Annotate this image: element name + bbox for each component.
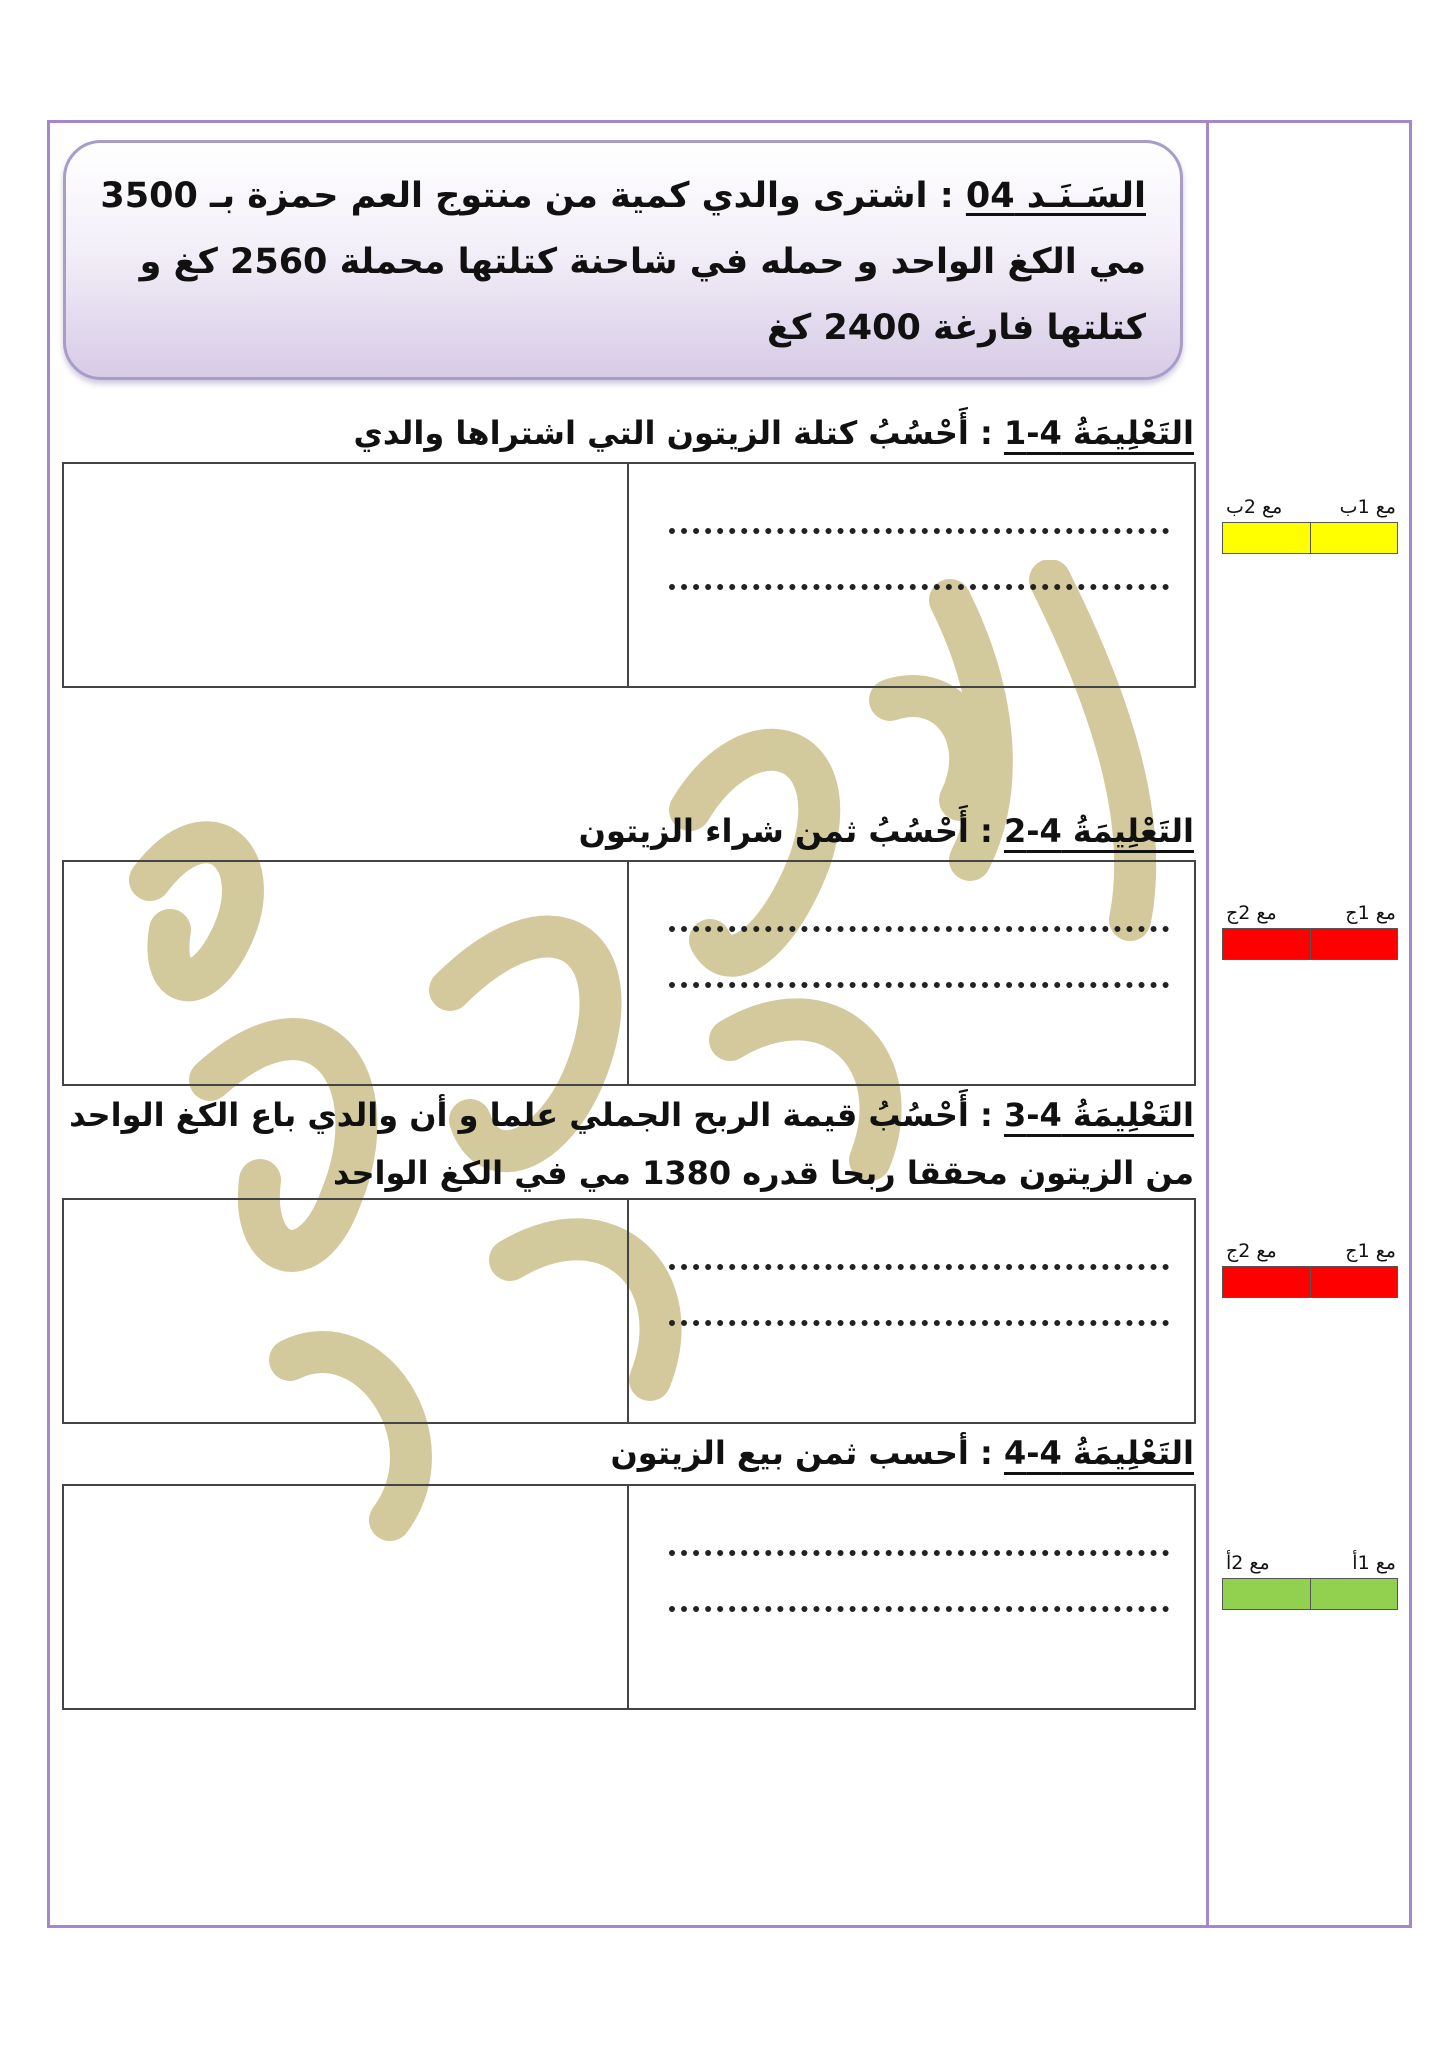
sanad-text: اشترى والدي كمية من منتوج العم حمزة بـ 3500 مي الكغ الواحد و حمله في شاحنة كتلتها محملة 2560 كغ و كتلتها فارغة 2400 كغ [100,176,1146,348]
task-1: التَعْلِيمَةُ 4-1 : أَحْسُبُ كتلة الزيتون التي اشتراها والدي [353,414,1194,452]
task-2-label: التَعْلِيمَةُ 4-2 [1003,812,1194,850]
grade-criteria-4 [1222,1552,1398,1610]
task-3-label: التَعْلِيمَةُ 4-3 [1003,1096,1194,1134]
score-cell[interactable] [1223,523,1311,553]
score-cell[interactable] [1223,1579,1311,1609]
task-4-text: أحسب ثمن بيع الزيتون [610,1434,969,1472]
task-1-answer-box[interactable] [62,462,1196,688]
task-1-label: التَعْلِيمَةُ 4-1 [1003,414,1194,452]
task-2-text: أَحْسُبُ ثمن شراء الزيتون [578,812,969,850]
answer-line[interactable] [669,528,1169,534]
score-cell[interactable] [1311,1579,1398,1609]
task-2-answer-box[interactable] [62,860,1196,1086]
answer-line[interactable] [669,1550,1169,1556]
answer-line[interactable] [669,926,1169,932]
task-3-answer-box[interactable] [62,1198,1196,1424]
criterion-label: مع 2ب [1226,496,1283,518]
grading-column-divider [1206,120,1209,1928]
answer-line[interactable] [669,982,1169,988]
grade-criteria-3 [1222,1240,1398,1298]
answer-line[interactable] [669,1320,1169,1326]
score-cell[interactable] [1223,929,1311,959]
criterion-label: مع 1ب [1339,496,1396,518]
task-4-answer-box[interactable] [62,1484,1196,1710]
score-cell[interactable] [1311,929,1398,959]
task-2: التَعْلِيمَةُ 4-2 : أَحْسُبُ ثمن شراء الزيتون [578,812,1194,850]
sanad-label: السَـنَـد 04 [965,176,1146,216]
answer-line[interactable] [669,584,1169,590]
task-4-label: التَعْلِيمَةُ 4-4 [1003,1434,1194,1472]
answer-line[interactable] [669,1264,1169,1270]
grade-criteria-1 [1222,496,1398,554]
criterion-label: مع 1ج [1345,902,1396,924]
task-3-text: أَحْسُبُ قيمة الربح الجملي علما و أن والدي باع الكغ الواحد من الزيتون محققا ربحا قدره 1380 مي في الكغ الواحد [69,1096,1194,1192]
criterion-label: مع 2ج [1226,1240,1277,1262]
task-3: التَعْلِيمَةُ 4-3 : أَحْسُبُ قيمة الربح الجملي علما و أن والدي باع الكغ الواحد من الزيتون محققا ربحا قدره 1380 مي في الكغ الواحد [69,1096,1194,1192]
task-4: التَعْلِيمَةُ 4-4 : أحسب ثمن بيع الزيتون [610,1434,1194,1472]
score-cell[interactable] [1223,1267,1311,1297]
score-cell[interactable] [1311,523,1398,553]
score-cell[interactable] [1311,1267,1398,1297]
criterion-label: مع 2أ [1226,1552,1270,1574]
criterion-label: مع 1ج [1345,1240,1396,1262]
criterion-label: مع 1أ [1352,1552,1396,1574]
task-1-text: أَحْسُبُ كتلة الزيتون التي اشتراها والدي [353,414,969,452]
grade-criteria-2 [1222,902,1398,960]
criterion-label: مع 2ج [1226,902,1277,924]
answer-line[interactable] [669,1606,1169,1612]
sanad-box: السَـنَـد 04 : اشترى والدي كمية من منتوج العم حمزة بـ 3500 مي الكغ الواحد و حمله في شاحنة كتلتها محملة 2560 كغ و كتلتها فارغة 2400 كغ [63,140,1183,380]
